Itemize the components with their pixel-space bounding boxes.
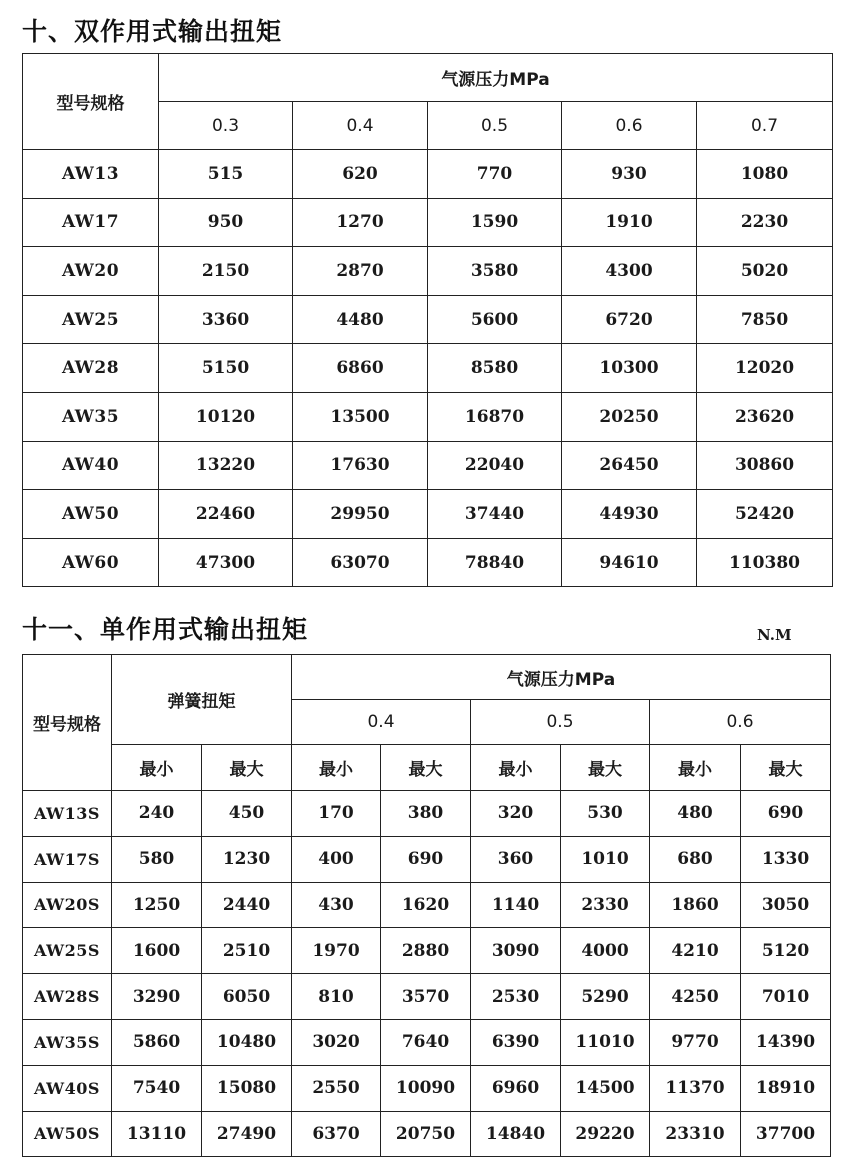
torque-cell: 810 [292, 974, 381, 1020]
torque-cell: 400 [292, 836, 381, 882]
model-cell: AW25S [23, 928, 112, 974]
table-row [23, 791, 831, 837]
double-acting-title: 十、双作用式输出扭矩 [22, 17, 283, 46]
torque-cell: 1250 [112, 882, 202, 928]
torque-cell: 16870 [428, 392, 562, 441]
model-cell: AW20S [23, 882, 112, 928]
torque-cell: 1590 [428, 198, 562, 247]
torque-cell: 2330 [561, 882, 650, 928]
model-cell: AW20 [23, 247, 159, 296]
torque-cell: 6390 [471, 1019, 561, 1065]
torque-cell: 930 [562, 150, 697, 199]
min-label: 最小 [650, 745, 741, 791]
single-acting-torque-table [22, 654, 831, 1157]
torque-cell: 580 [112, 836, 202, 882]
torque-cell: 1860 [650, 882, 741, 928]
table-row [23, 836, 831, 882]
torque-cell: 10300 [562, 344, 697, 393]
torque-cell: 29220 [561, 1111, 650, 1157]
pressure-value: 0.3 [159, 102, 293, 150]
torque-cell: 13500 [293, 392, 428, 441]
pressure-value: 0.5 [471, 700, 650, 745]
model-cell: AW13 [23, 150, 159, 199]
torque-cell: 690 [741, 791, 831, 837]
model-cell: AW17S [23, 836, 112, 882]
torque-cell: 240 [112, 791, 202, 837]
torque-cell: 6050 [202, 974, 292, 1020]
torque-cell: 5120 [741, 928, 831, 974]
torque-cell: 515 [159, 150, 293, 199]
torque-cell: 10480 [202, 1019, 292, 1065]
table-row [23, 1111, 831, 1157]
torque-cell: 4480 [293, 295, 428, 344]
torque-cell: 1330 [741, 836, 831, 882]
model-cell: AW40 [23, 441, 159, 490]
torque-cell: 3570 [381, 974, 471, 1020]
torque-cell: 13220 [159, 441, 293, 490]
torque-cell: 170 [292, 791, 381, 837]
model-cell: AW35 [23, 392, 159, 441]
torque-cell: 11010 [561, 1019, 650, 1065]
torque-cell: 18910 [741, 1065, 831, 1111]
torque-cell: 3580 [428, 247, 562, 296]
table-row [23, 1065, 831, 1111]
torque-cell: 1970 [292, 928, 381, 974]
max-label: 最大 [381, 745, 471, 791]
torque-cell: 450 [202, 791, 292, 837]
torque-cell: 5860 [112, 1019, 202, 1065]
torque-cell: 3090 [471, 928, 561, 974]
torque-cell: 3290 [112, 974, 202, 1020]
torque-cell: 20750 [381, 1111, 471, 1157]
torque-cell: 4000 [561, 928, 650, 974]
torque-cell: 2440 [202, 882, 292, 928]
torque-cell: 78840 [428, 538, 562, 587]
torque-cell: 2880 [381, 928, 471, 974]
torque-cell: 29950 [293, 490, 428, 539]
pressure-value: 0.7 [697, 102, 833, 150]
min-label: 最小 [112, 745, 202, 791]
torque-cell: 3050 [741, 882, 831, 928]
table-row [23, 441, 833, 490]
min-label: 最小 [292, 745, 381, 791]
torque-cell: 110380 [697, 538, 833, 587]
pressure-value: 0.4 [293, 102, 428, 150]
torque-cell: 17630 [293, 441, 428, 490]
torque-cell: 380 [381, 791, 471, 837]
pressure-value: 0.4 [292, 700, 471, 745]
pressure-header: 气源压力MPa [159, 54, 833, 102]
pressure-header: 气源压力MPa [292, 655, 831, 700]
torque-cell: 2550 [292, 1065, 381, 1111]
model-cell: AW28 [23, 344, 159, 393]
torque-cell: 950 [159, 198, 293, 247]
torque-cell: 320 [471, 791, 561, 837]
torque-cell: 1140 [471, 882, 561, 928]
table-row [23, 490, 833, 539]
torque-cell: 37700 [741, 1111, 831, 1157]
pressure-value: 0.6 [562, 102, 697, 150]
torque-cell: 7010 [741, 974, 831, 1020]
torque-cell: 63070 [293, 538, 428, 587]
torque-cell: 4210 [650, 928, 741, 974]
unit-label: N.M [757, 626, 792, 644]
max-label: 最大 [202, 745, 292, 791]
torque-cell: 15080 [202, 1065, 292, 1111]
torque-cell: 4250 [650, 974, 741, 1020]
max-label: 最大 [741, 745, 831, 791]
torque-cell: 14500 [561, 1065, 650, 1111]
torque-cell: 5290 [561, 974, 650, 1020]
torque-cell: 620 [293, 150, 428, 199]
torque-cell: 2530 [471, 974, 561, 1020]
torque-cell: 1910 [562, 198, 697, 247]
torque-cell: 2230 [697, 198, 833, 247]
table-row [23, 247, 833, 296]
torque-cell: 10120 [159, 392, 293, 441]
torque-cell: 3360 [159, 295, 293, 344]
model-cell: AW60 [23, 538, 159, 587]
torque-cell: 5600 [428, 295, 562, 344]
torque-cell: 14390 [741, 1019, 831, 1065]
table-row [23, 1019, 831, 1065]
torque-cell: 23310 [650, 1111, 741, 1157]
torque-cell: 530 [561, 791, 650, 837]
torque-cell: 44930 [562, 490, 697, 539]
torque-cell: 680 [650, 836, 741, 882]
model-cell: AW40S [23, 1065, 112, 1111]
torque-cell: 1080 [697, 150, 833, 199]
torque-cell: 52420 [697, 490, 833, 539]
torque-cell: 430 [292, 882, 381, 928]
torque-cell: 7850 [697, 295, 833, 344]
model-cell: AW50S [23, 1111, 112, 1157]
pressure-value: 0.5 [428, 102, 562, 150]
torque-cell: 10090 [381, 1065, 471, 1111]
torque-cell: 22460 [159, 490, 293, 539]
torque-cell: 3020 [292, 1019, 381, 1065]
torque-cell: 13110 [112, 1111, 202, 1157]
torque-cell: 26450 [562, 441, 697, 490]
table-row [23, 150, 833, 199]
torque-cell: 23620 [697, 392, 833, 441]
table-row [23, 538, 833, 587]
model-cell: AW17 [23, 198, 159, 247]
model-cell: AW28S [23, 974, 112, 1020]
min-label: 最小 [471, 745, 561, 791]
torque-cell: 14840 [471, 1111, 561, 1157]
model-cell: AW35S [23, 1019, 112, 1065]
torque-cell: 12020 [697, 344, 833, 393]
torque-cell: 7640 [381, 1019, 471, 1065]
torque-cell: 2150 [159, 247, 293, 296]
max-label: 最大 [561, 745, 650, 791]
torque-cell: 360 [471, 836, 561, 882]
torque-cell: 30860 [697, 441, 833, 490]
table-row [23, 344, 833, 393]
spring-torque-header: 弹簧扭矩 [112, 655, 292, 745]
table-row [23, 392, 833, 441]
table-row [23, 882, 831, 928]
torque-cell: 22040 [428, 441, 562, 490]
model-cell: AW13S [23, 791, 112, 837]
pressure-value: 0.6 [650, 700, 831, 745]
torque-cell: 690 [381, 836, 471, 882]
table-row [23, 928, 831, 974]
model-header: 型号规格 [23, 54, 159, 150]
torque-cell: 37440 [428, 490, 562, 539]
model-cell: AW25 [23, 295, 159, 344]
torque-cell: 5020 [697, 247, 833, 296]
torque-cell: 1600 [112, 928, 202, 974]
torque-cell: 6860 [293, 344, 428, 393]
torque-cell: 7540 [112, 1065, 202, 1111]
torque-cell: 2870 [293, 247, 428, 296]
table-row [23, 198, 833, 247]
model-cell: AW50 [23, 490, 159, 539]
torque-cell: 27490 [202, 1111, 292, 1157]
torque-cell: 6720 [562, 295, 697, 344]
torque-cell: 6960 [471, 1065, 561, 1111]
torque-cell: 9770 [650, 1019, 741, 1065]
torque-cell: 8580 [428, 344, 562, 393]
torque-cell: 4300 [562, 247, 697, 296]
torque-cell: 2510 [202, 928, 292, 974]
torque-cell: 1270 [293, 198, 428, 247]
torque-cell: 94610 [562, 538, 697, 587]
torque-cell: 20250 [562, 392, 697, 441]
torque-cell: 770 [428, 150, 562, 199]
torque-cell: 1010 [561, 836, 650, 882]
double-acting-torque-table [22, 53, 833, 587]
torque-cell: 480 [650, 791, 741, 837]
single-acting-title: 十一、单作用式输出扭矩 [22, 615, 309, 644]
torque-cell: 1230 [202, 836, 292, 882]
torque-cell: 11370 [650, 1065, 741, 1111]
table-row [23, 974, 831, 1020]
table-row [23, 295, 833, 344]
model-header: 型号规格 [23, 655, 112, 791]
torque-cell: 47300 [159, 538, 293, 587]
torque-cell: 5150 [159, 344, 293, 393]
torque-cell: 6370 [292, 1111, 381, 1157]
torque-cell: 1620 [381, 882, 471, 928]
